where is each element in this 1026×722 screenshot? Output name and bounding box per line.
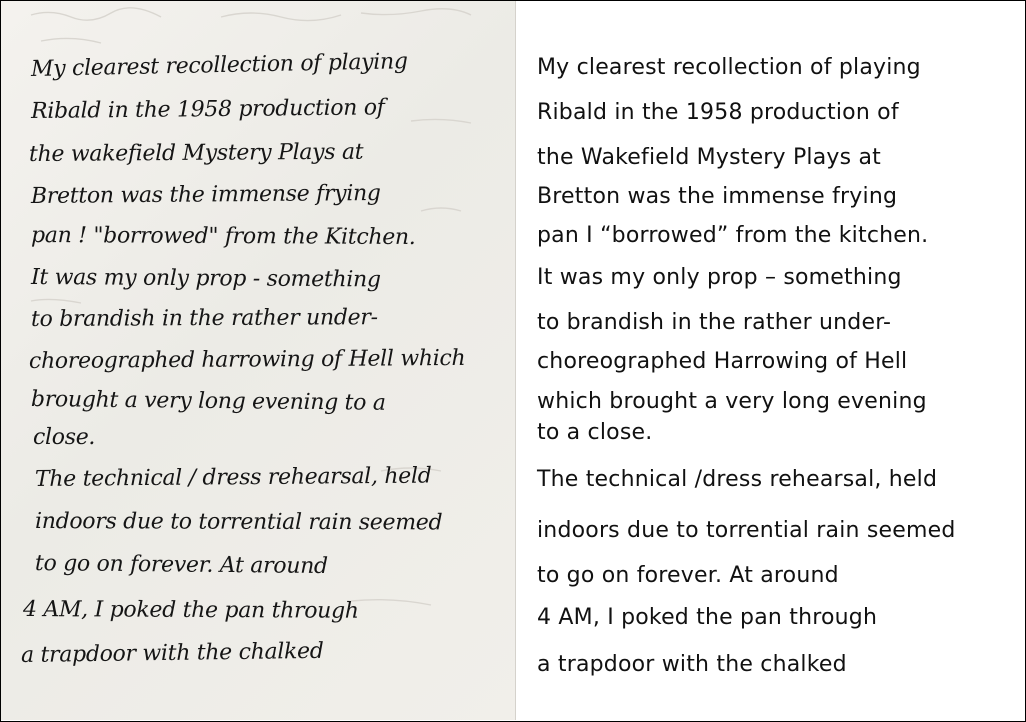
handwritten-line: to brandish in the rather under- <box>30 305 378 332</box>
handwritten-text <box>1 1 515 720</box>
handwritten-line: pan ! "borrowed" from the Kitchen. <box>30 223 416 251</box>
transcription-line: the Wakefield Mystery Plays at <box>537 145 882 170</box>
transcription-line: indoors due to torrential rain seemed <box>537 518 956 543</box>
transcription-line: The technical /dress rehearsal, held <box>537 467 938 492</box>
handwritten-line: It was my only prop - something <box>30 265 381 293</box>
handwritten-line: brought a very long evening to a <box>30 387 386 416</box>
handwritten-line: choreographed harrowing of Hell which <box>28 345 466 374</box>
typed-transcription <box>517 1 1024 720</box>
transcription-line: a trapdoor with the chalked <box>537 652 847 677</box>
transcription-line: which brought a very long evening <box>537 389 927 414</box>
handwritten-line: 4 AM, I poked the pan through <box>22 597 359 624</box>
transcription-line: Ribald in the 1958 production of <box>537 100 899 125</box>
handwritten-line: Ribald in the 1958 production of <box>30 95 385 124</box>
transcription-line: Bretton was the immense frying <box>537 184 898 209</box>
transcription-line: pan I “borrowed” from the kitchen. <box>537 223 929 248</box>
handwritten-line: My clearest recollection of playing <box>30 49 408 82</box>
handwritten-line: the wakefield Mystery Plays at <box>28 139 364 167</box>
handwritten-letter-scan <box>1 1 516 720</box>
handwritten-line: to go on forever. At around <box>34 551 328 580</box>
handwritten-line: close. <box>33 425 96 450</box>
handwritten-line: indoors due to torrential rain seemed <box>34 509 443 536</box>
transcription-line: to brandish in the rather under- <box>537 310 892 335</box>
transcription-line: to go on forever. At around <box>537 563 839 588</box>
handwritten-line: a trapdoor with the chalked <box>20 638 324 668</box>
transcription-line: choreographed Harrowing of Hell <box>537 349 908 374</box>
handwritten-line: The technical / dress rehearsal, held <box>34 463 432 492</box>
handwritten-line: Bretton was the immense frying <box>30 180 381 209</box>
transcription-line: My clearest recollection of playing <box>537 55 921 80</box>
transcription-line: 4 AM, I poked the pan through <box>537 605 878 630</box>
transcription-line: to a close. <box>537 420 653 445</box>
transcription-line: It was my only prop – something <box>537 265 902 290</box>
